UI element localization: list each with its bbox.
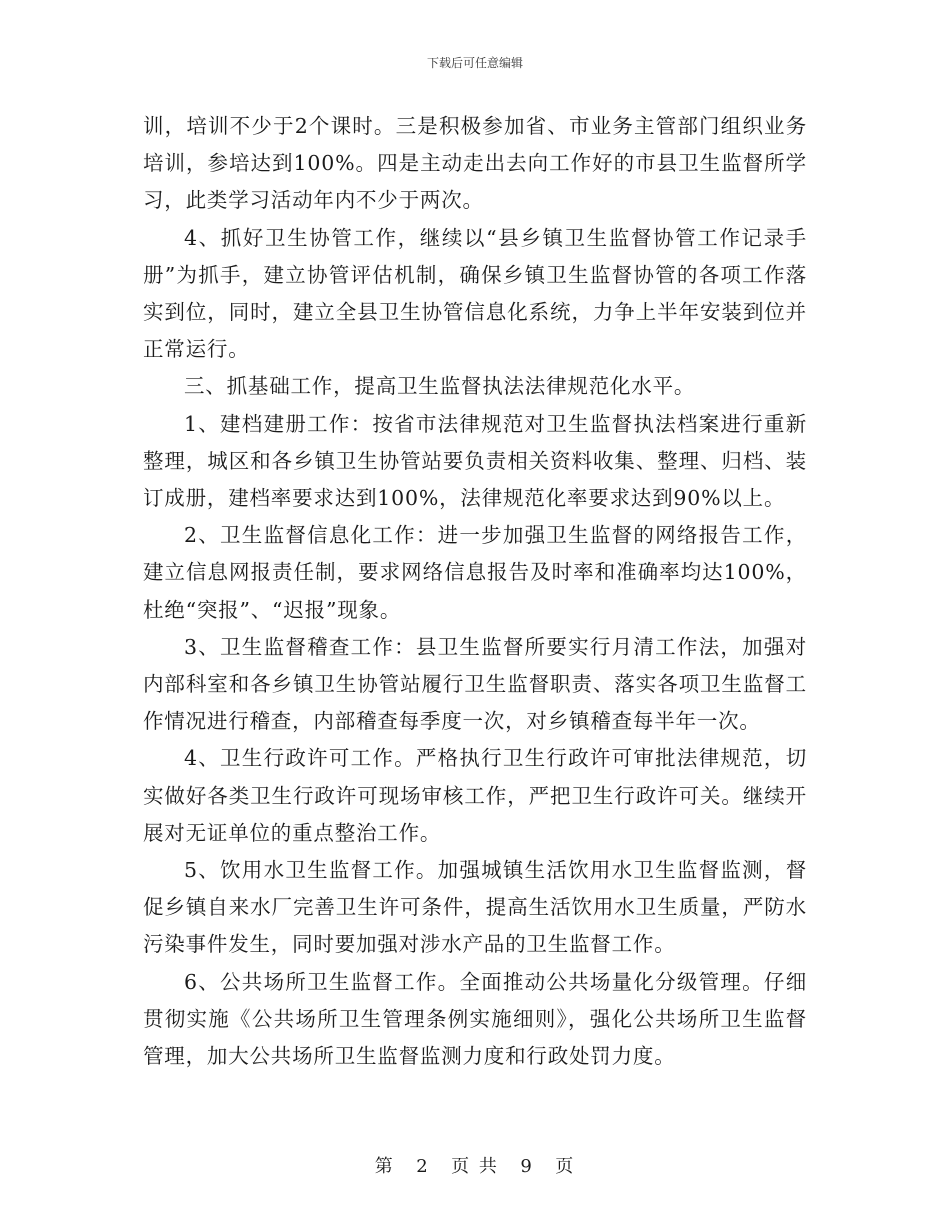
footer-middle: 页 共 [451,1156,499,1177]
footer-total-pages: 9 [520,1156,534,1177]
paragraph-5: 2、卫生监督信息化工作：进一步加强卫生监督的网络报告工作，建立信息网报责任制，要求网络信息报告及时率和准确率均达100%，杜绝“突报”、“迟报”现象。 [143,523,807,622]
paragraph-4: 1、建档建册工作：按省市法律规范对卫生监督执法档案进行重新整理，城区和各乡镇卫生协管站要负责相关资料收集、整理、归档、装订成册，建档率要求达到100%，法律规范化率要求达到90%以上。 [143,411,807,511]
section-heading-3: 三、抓基础工作，提高卫生监督执法法律规范化水平。 [184,374,696,399]
paragraph-7: 4、卫生行政许可工作。严格执行卫生行政许可审批法律规范，切实做好各类卫生行政许可现场审核工作，严把卫生行政许可关。继续开展对无证单位的重点整治工作。 [143,746,807,845]
footer-suffix: 页 [555,1156,576,1177]
footer-current-page: 2 [416,1156,430,1177]
paragraph-8: 5、饮用水卫生监督工作。加强城镇生活饮用水卫生监督监测，督促乡镇自来水厂完善卫生许可条件，提高生活饮用水卫生质量，严防水污染事件发生，同时要加强对涉水产品的卫生监督工作。 [143,858,807,957]
paragraph-9: 6、公共场所卫生监督工作。全面推动公共场量化分级管理。仔细贯彻实施《公共场所卫生管理条例实施细则》，强化公共场所卫生监督管理，加大公共场所卫生监督监测力度和行政处罚力度。 [143,969,807,1069]
header-edit-note: 下载后可任意编辑 [426,56,523,70]
page-number-footer [0,1152,950,1178]
paragraph-1: 训，培训不少于2个课时。三是积极参加省、市业务主管部门组织业务培训，参培达到100%。四是主动走出去向工作好的市县卫生监督所学习，此类学习活动年内不少于两次。 [143,114,807,213]
footer-prefix: 第 [374,1156,395,1177]
paragraph-2: 4、抓好卫生协管工作，继续以“县乡镇卫生监督协管工作记录手册”为抓手，建立协管评估机制，确保乡镇卫生监督协管的各项工作落实到位，同时，建立全县卫生协管信息化系统，力争上半年安装到位并正常运行。 [143,225,807,362]
document-body [143,108,807,1075]
paragraph-6: 3、卫生监督稽查工作：县卫生监督所要实行月清工作法，加强对内部科室和各乡镇卫生协管站履行卫生监督职责、落实各项卫生监督工作情况进行稽查，内部稽查每季度一次，对乡镇稽查每半年一次。 [143,634,807,734]
